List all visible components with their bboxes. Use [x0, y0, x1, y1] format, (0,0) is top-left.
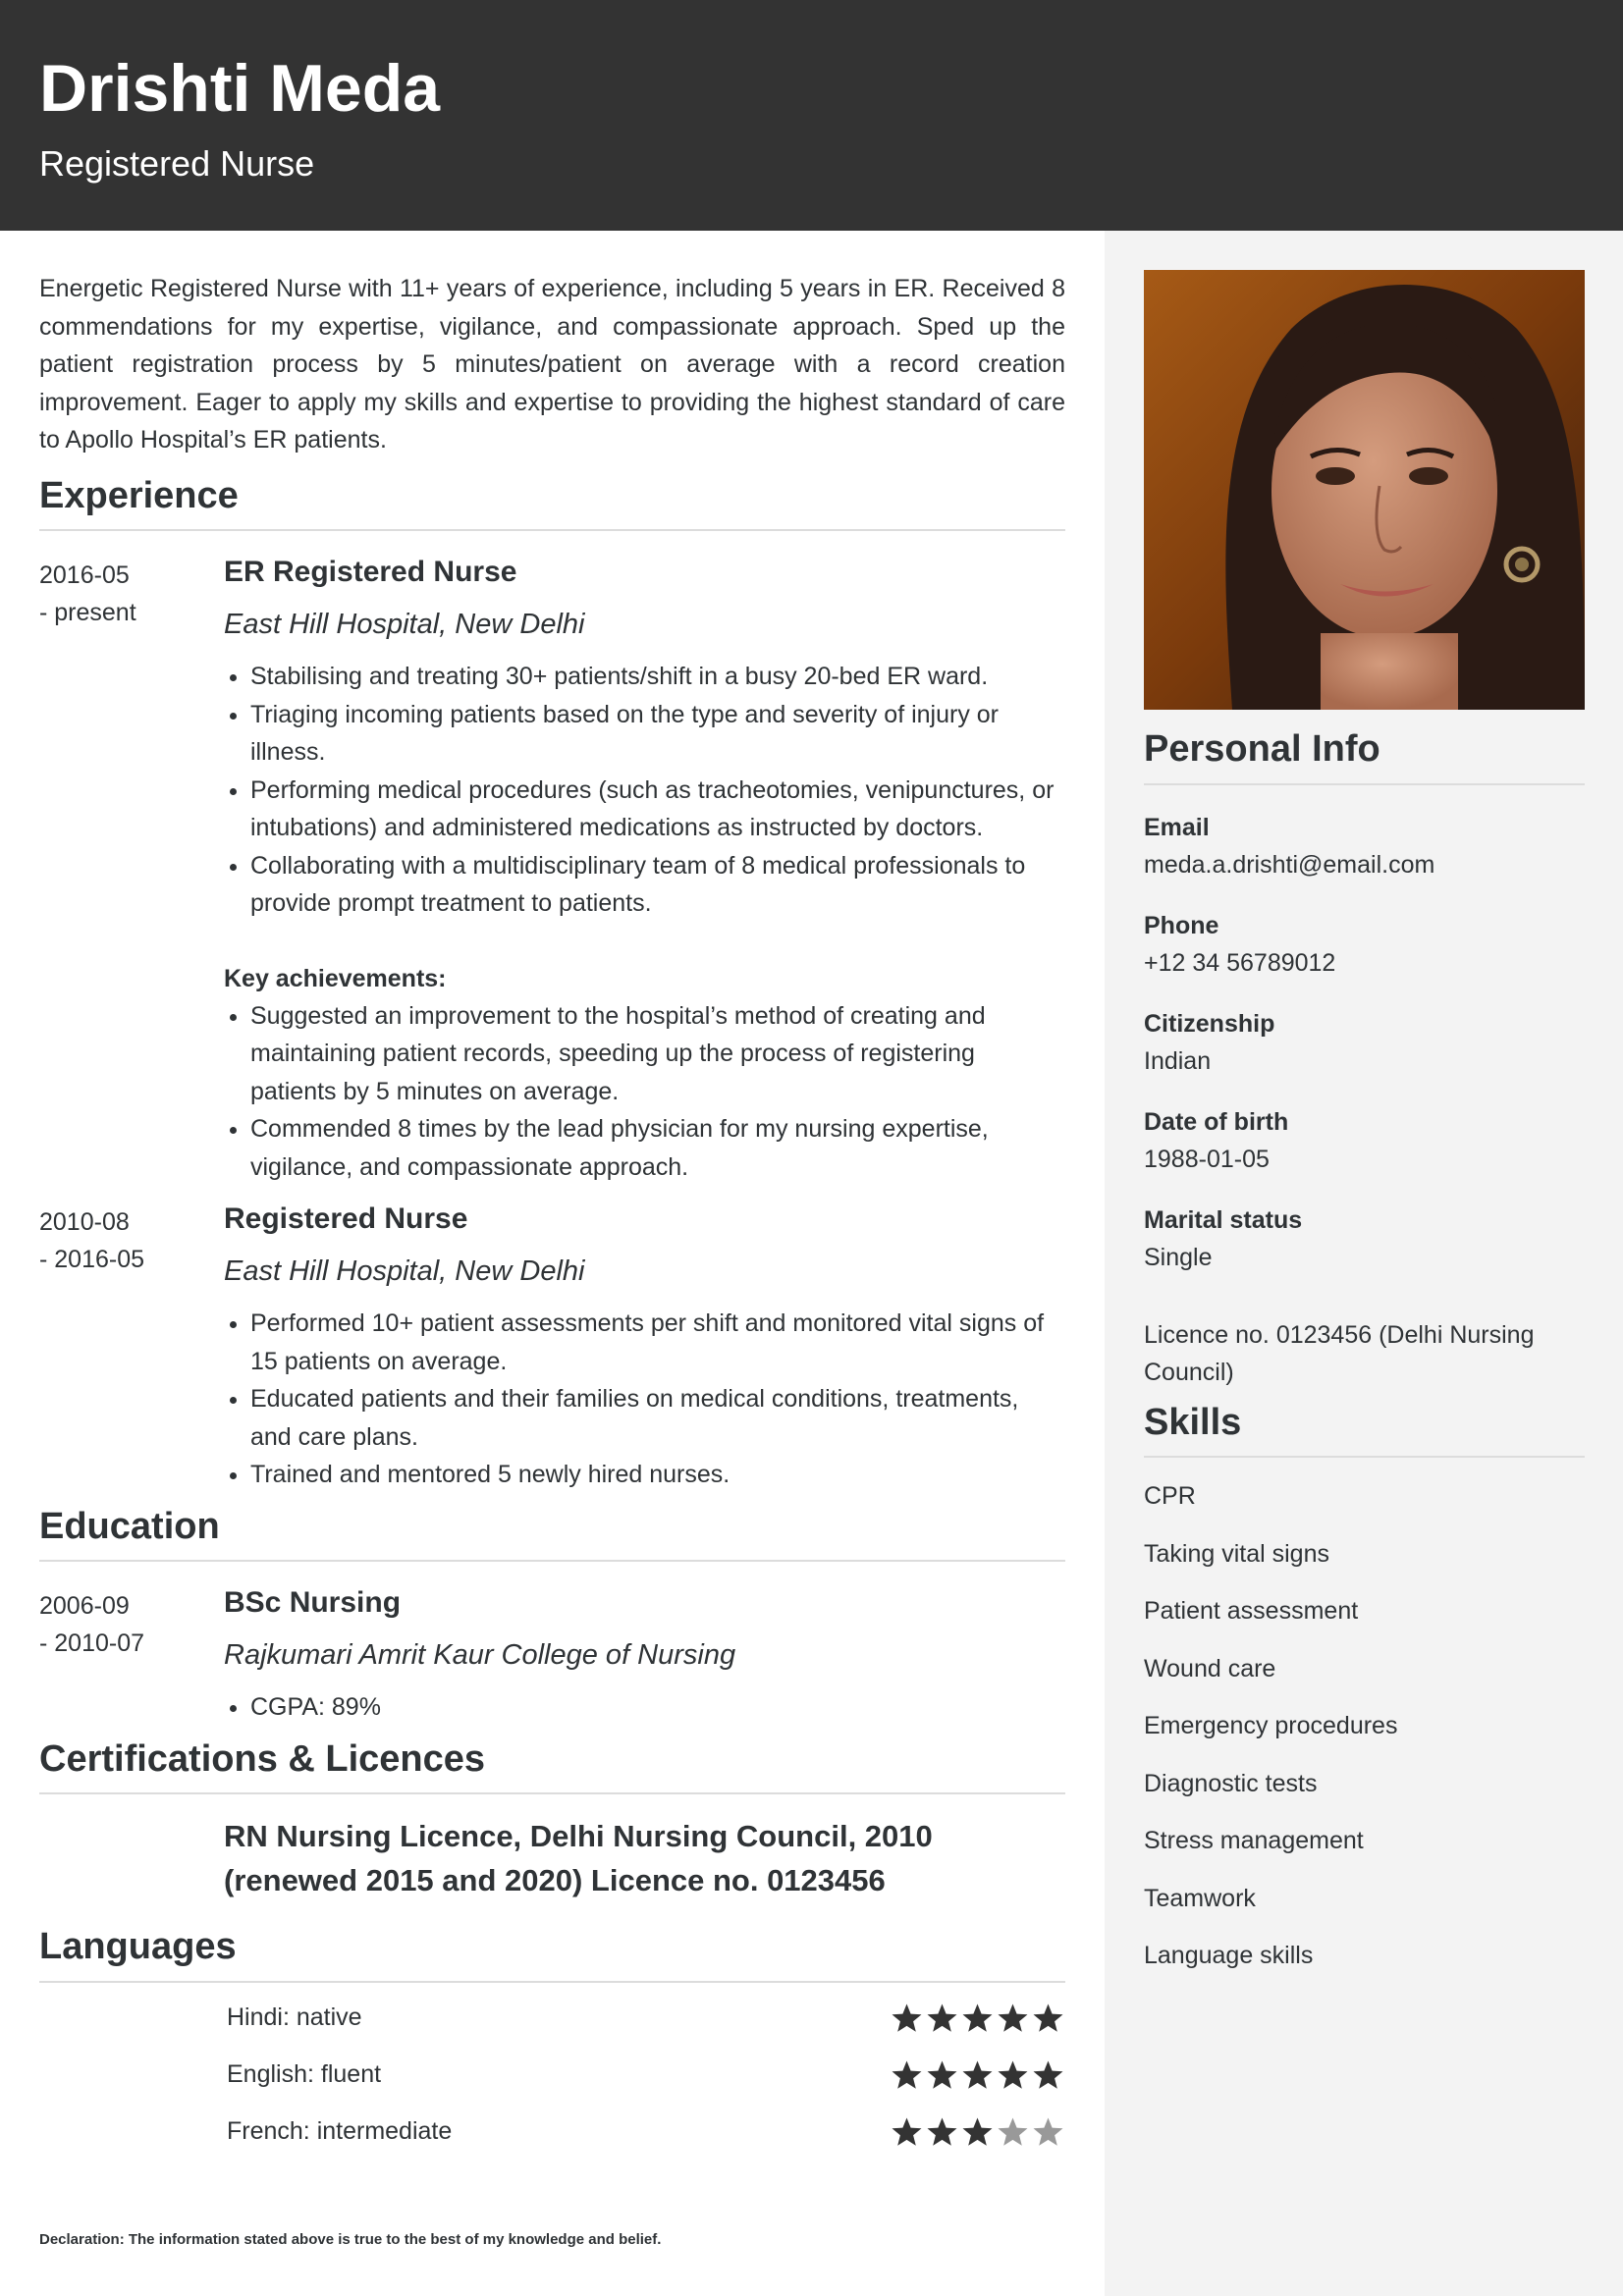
licence-text: Licence no. 0123456 (Delhi Nursing Council) — [1144, 1320, 1535, 1386]
education-heading: Education — [39, 1504, 1065, 1563]
candidate-title: Registered Nurse — [39, 143, 315, 184]
certification-item: RN Nursing Licence, Delhi Nursing Council, 2010 (renewed 2015 and 2020) Licence no. 0123456 — [224, 1819, 933, 1897]
star-filled-icon — [890, 2059, 924, 2092]
skills-list — [1144, 1468, 1585, 1985]
info-citizenship — [1144, 1005, 1585, 1080]
list-item: • Commended 8 times by the lead physician for my nursing expertise, vigilance, and compassionate approach. — [250, 1110, 1065, 1186]
skill-item: Patient assessment — [1144, 1597, 1359, 1625]
job-date-start: 2010-08 — [39, 1208, 130, 1236]
list-item: • Suggested an improvement to the hospital’s method of creating and maintaining patient records, speeding up the process of registering patients by 5 minutes on average. — [250, 997, 1065, 1111]
star-filled-icon — [960, 2002, 995, 2035]
star-filled-icon — [890, 2116, 924, 2149]
sidebar-content — [1144, 726, 1585, 1985]
education-details-list — [224, 1688, 1065, 1727]
language-label: French: intermediate — [227, 2116, 453, 2145]
star-filled-icon — [960, 2116, 995, 2149]
star-filled-icon — [996, 2002, 1030, 2035]
skill-item: Emergency procedures — [1144, 1712, 1398, 1739]
languages-list — [39, 1989, 1065, 2160]
skill-item: CPR — [1144, 1482, 1196, 1510]
education-dates — [39, 1587, 206, 1662]
rating-stars — [889, 2116, 1065, 2149]
education-date-end: - 2010-07 — [39, 1629, 145, 1657]
star-filled-icon — [960, 2059, 995, 2092]
list-item: • Performed 10+ patient assessments per shift and monitored vital signs of 15 patients on average. — [250, 1305, 1065, 1380]
info-value: Indian — [1144, 1046, 1212, 1075]
info-value: meda.a.drishti@email.com — [1144, 850, 1435, 879]
key-achievements-heading: Key achievements: — [224, 964, 447, 992]
skill-item: Stress management — [1144, 1827, 1364, 1854]
experience-entry — [39, 553, 1065, 1186]
experience-section — [39, 473, 1065, 1494]
list-item: • Educated patients and their families on medical conditions, treatments, and care plans. — [250, 1380, 1065, 1456]
skill-item: Teamwork — [1144, 1884, 1256, 1912]
list-item: • CGPA: 89% — [250, 1688, 1065, 1727]
info-phone — [1144, 907, 1585, 982]
star-empty-icon — [1031, 2116, 1065, 2149]
info-value: Single — [1144, 1243, 1213, 1271]
certifications-heading: Certifications & Licences — [39, 1736, 1065, 1795]
job-dates — [39, 1203, 206, 1278]
certifications-section — [39, 1736, 1065, 1903]
list-item: • Performing medical procedures (such as tracheotomies, venipunctures, or intubations) and administered medications as instructed by doctors. — [250, 772, 1065, 847]
info-label: Email — [1144, 813, 1210, 841]
star-filled-icon — [996, 2059, 1030, 2092]
profile-photo — [1144, 270, 1585, 710]
star-filled-icon — [1031, 2059, 1065, 2092]
language-label: Hindi: native — [227, 2002, 362, 2031]
achievements-list — [224, 997, 1065, 1187]
job-date-end: - 2016-05 — [39, 1246, 145, 1273]
star-filled-icon — [925, 2002, 959, 2035]
main-column — [39, 270, 1065, 2160]
rating-stars — [889, 2002, 1065, 2035]
summary-paragraph: Energetic Registered Nurse with 11+ years of experience, including 5 years in ER. Received 8 commendations for my expertise, vigilance, and compassionate approach. Sped up the patient registration process by 5 minutes/patient on average with a record creation improvement. Eager to apply my skills and expertise to providing the highest standard of care to Apollo Hospital’s ER patients. — [39, 275, 1065, 454]
job-organization: East Hill Hospital, New Delhi — [224, 609, 585, 640]
star-filled-icon — [925, 2116, 959, 2149]
info-label: Marital status — [1144, 1205, 1303, 1234]
language-row — [227, 2046, 1065, 2103]
job-duties-list — [224, 1305, 1065, 1494]
school: Rajkumari Amrit Kaur College of Nursing — [224, 1639, 736, 1671]
job-dates — [39, 557, 206, 631]
list-item: • Collaborating with a multidisciplinary team of 8 medical professionals to provide prompt treatment to patients. — [250, 847, 1065, 923]
info-value: 1988-01-05 — [1144, 1145, 1270, 1173]
job-date-end: - present — [39, 599, 136, 626]
star-filled-icon — [1031, 2002, 1065, 2035]
info-label: Citizenship — [1144, 1009, 1275, 1038]
language-label: English: fluent — [227, 2059, 382, 2088]
personal-info-heading: Personal Info — [1144, 726, 1585, 785]
job-role: Registered Nurse — [224, 1202, 468, 1235]
education-entry — [39, 1583, 1065, 1727]
info-marital-status — [1144, 1201, 1585, 1276]
language-row — [227, 2103, 1065, 2160]
job-organization: East Hill Hospital, New Delhi — [224, 1255, 585, 1287]
job-role: ER Registered Nurse — [224, 556, 517, 588]
list-item: • Stabilising and treating 30+ patients/shift in a busy 20-bed ER ward. — [250, 658, 1065, 696]
info-value: +12 34 56789012 — [1144, 948, 1336, 977]
skill-item: Wound care — [1144, 1654, 1276, 1682]
skill-item: Taking vital signs — [1144, 1539, 1329, 1568]
star-filled-icon — [890, 2002, 924, 2035]
info-date-of-birth — [1144, 1103, 1585, 1178]
star-empty-icon — [996, 2116, 1030, 2149]
info-label: Date of birth — [1144, 1107, 1289, 1136]
skill-item: Language skills — [1144, 1942, 1314, 1969]
declaration-text: Declaration: The information stated above is true to the best of my knowledge and belief. — [39, 2231, 662, 2248]
education-section — [39, 1504, 1065, 1727]
education-date-start: 2006-09 — [39, 1592, 130, 1620]
info-email — [1144, 809, 1585, 883]
star-filled-icon — [925, 2059, 959, 2092]
experience-entry — [39, 1200, 1065, 1494]
rating-stars — [889, 2059, 1065, 2092]
job-duties-list — [224, 658, 1065, 923]
candidate-name: Drishti Meda — [39, 51, 441, 126]
list-item: • Triaging incoming patients based on the type and severity of injury or illness. — [250, 696, 1065, 772]
skill-item: Diagnostic tests — [1144, 1769, 1318, 1797]
languages-heading: Languages — [39, 1924, 1065, 1983]
resume-header — [0, 0, 1623, 231]
experience-heading: Experience — [39, 473, 1065, 532]
languages-section — [39, 1924, 1065, 2160]
job-date-start: 2016-05 — [39, 561, 130, 589]
list-item: • Trained and mentored 5 newly hired nurses. — [250, 1456, 1065, 1494]
language-row — [227, 1989, 1065, 2046]
skills-heading: Skills — [1144, 1400, 1585, 1459]
degree: BSc Nursing — [224, 1586, 402, 1619]
info-label: Phone — [1144, 911, 1219, 939]
